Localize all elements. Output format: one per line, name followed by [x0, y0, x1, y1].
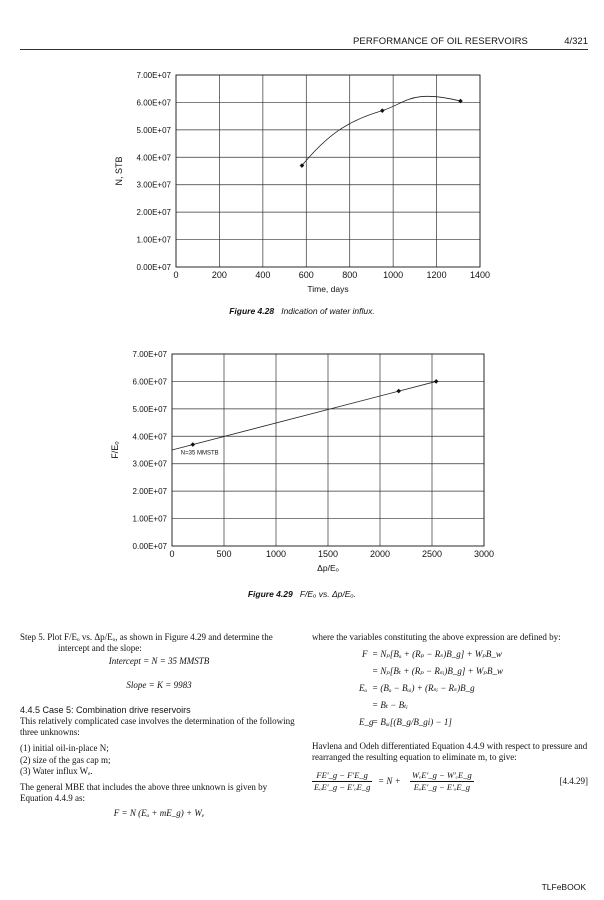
- figure-4-28-chart: [100, 64, 500, 304]
- slope-equation: Slope = K = 9983: [126, 679, 192, 690]
- eq-Eo-lhs: Eₒ: [359, 683, 368, 694]
- y-tick-label: 7.00E+07: [132, 350, 167, 359]
- eq429-numerator-1: FE′_g − F′E_g: [312, 770, 372, 782]
- y-tick-label: 5.00E+07: [136, 125, 171, 135]
- intercept-equation: Intercept = N = 35 MMSTB: [108, 656, 210, 667]
- x-tick-label: 2500: [421, 549, 443, 559]
- step5-label: Step 5.: [20, 632, 46, 642]
- eq-Eg-lhs: E_g: [359, 717, 374, 728]
- definitions-intro: where the variables constituting the above expression are defined by:: [312, 632, 561, 642]
- x-tick-label: 1500: [317, 549, 339, 559]
- eq-Eg-rhs: = Bₒᵢ[(B_g/B_gi) − 1]: [372, 717, 452, 728]
- y-tick-label: 0.00E+07: [136, 263, 171, 272]
- figure-4-28-caption-text: Indication of water influx.: [281, 306, 375, 316]
- mbe-equation: F = N (Eₒ + mE_g) + Wₑ: [113, 808, 205, 819]
- y-tick-label: 0.00E+07: [132, 542, 167, 551]
- x-tick-label: 800: [342, 270, 358, 280]
- definition-equations: [312, 649, 588, 729]
- intercept-annotation: N=35 MMSTB: [180, 450, 219, 457]
- step5-text: Plot F/Eₒ vs. Δp/Eₒ, as shown in Figure 4.29 and determine the intercept and the slope:: [47, 632, 273, 654]
- section-heading: 4.4.5 Case 5: Combination drive reservoirs: [20, 704, 191, 715]
- step5-paragraph: [20, 632, 298, 654]
- y-tick-label: 4.00E+07: [132, 432, 167, 442]
- data-point-marker: [380, 108, 385, 113]
- eq429-numerator-2: WₑE′_g − W′ₑE_g: [412, 769, 472, 780]
- x-axis-label: Time, days: [307, 284, 349, 294]
- data-point-marker: [396, 389, 401, 394]
- eq-Eo-rhs-1: = (Bₒ − Bₒᵢ) + (Rₛᵢ − Rₛ)B_g: [372, 683, 475, 694]
- data-point-marker: [434, 379, 439, 384]
- x-tick-label: 500: [216, 549, 232, 559]
- x-tick-label: 2000: [369, 549, 391, 559]
- fit-line: [172, 381, 436, 450]
- left-column: [20, 632, 298, 820]
- figure-4-28-label: Figure 4.28: [229, 306, 275, 316]
- y-tick-label: 4.00E+07: [136, 153, 171, 163]
- eq429-number: [4.4.29]: [559, 775, 588, 786]
- x-tick-label: 1000: [383, 270, 404, 280]
- y-tick-label: 2.00E+07: [136, 208, 171, 218]
- x-tick-label: 1000: [265, 549, 287, 559]
- figure-4-29-chart: [100, 344, 510, 584]
- x-tick-label: 1400: [469, 270, 491, 280]
- figure-4-29-label: Figure 4.29: [247, 589, 293, 599]
- y-tick-label: 2.00E+07: [132, 487, 167, 497]
- eq429-denominator-1: EₒE′_g − E′ₒE_g: [314, 781, 371, 792]
- y-tick-label: 1.00E+07: [132, 514, 167, 524]
- eq-F-lhs: F: [362, 649, 368, 660]
- unknown-item-3: (3) Water influx Wₑ.: [20, 765, 93, 776]
- figure-4-29-caption: [0, 589, 604, 599]
- havlena-odeh-text: Havlena and Odeh differentiated Equation 4.4.9 with respect to pressure and rearranged the resulting equation to eliminate m, to give:: [312, 741, 588, 763]
- y-tick-label: 1.00E+07: [136, 235, 171, 245]
- mbe-intro: The general MBE that includes the above three unknown is given by Equation 4.4.9 as:: [20, 782, 268, 804]
- x-tick-label: 0: [173, 270, 179, 280]
- eq429-denominator-2: EₒE′_g − E′ₒE_g: [413, 781, 471, 792]
- y-tick-label: 6.00E+07: [136, 98, 171, 108]
- x-tick-label: 3000: [473, 549, 495, 559]
- right-column: [312, 632, 588, 800]
- eq429-fraction-2: [410, 770, 474, 793]
- eq-Eo-rhs-2: = Bₜ − Bₜᵢ: [372, 700, 408, 711]
- x-axis-label: Δp/Eₒ: [317, 563, 339, 573]
- x-tick-label: 1200: [426, 270, 447, 280]
- eq-F-rhs-1: = Nₚ[Bₒ + (Rₚ − Rₛ)B_g] + WₚB_w: [372, 649, 502, 660]
- data-point-marker: [191, 442, 196, 447]
- eq-F-rhs-2: = Nₚ[Bₜ + (Rₚ − Rₛᵢ)B_g] + WₚB_w: [372, 666, 504, 677]
- header-rule: [20, 49, 588, 50]
- y-tick-label: 7.00E+07: [136, 71, 171, 80]
- figure-4-29-caption-text: F/Eₒ vs. Δp/Eₒ.: [299, 589, 357, 599]
- y-tick-label: 3.00E+07: [132, 459, 167, 469]
- y-tick-label: 6.00E+07: [132, 377, 167, 387]
- running-header: [20, 36, 588, 48]
- x-tick-label: 200: [211, 270, 227, 280]
- eq429-fraction-1: [312, 770, 372, 793]
- y-tick-label: 5.00E+07: [132, 404, 167, 414]
- y-tick-label: 3.00E+07: [136, 180, 171, 190]
- y-axis-label: F/Eₒ: [110, 441, 120, 459]
- page-number: 4/321: [564, 36, 588, 47]
- unknown-item-2: (2) size of the gas cap m;: [20, 754, 111, 765]
- x-tick-label: 600: [298, 270, 314, 280]
- unknown-item-1: (1) initial oil-in-place N;: [20, 743, 109, 754]
- footer-brand: TLFeBOOK: [541, 882, 586, 892]
- y-axis-label: N, STB: [114, 156, 124, 186]
- equation-4-4-29: [312, 770, 588, 800]
- x-tick-label: 0: [169, 549, 175, 559]
- plot-frame: [176, 75, 480, 267]
- figure-4-28-caption: [0, 306, 604, 316]
- section-text: This relatively complicated case involves the determination of the following three unknowns:: [20, 716, 295, 738]
- running-title: PERFORMANCE OF OIL RESERVOIRS: [353, 36, 528, 47]
- eq429-middle: = N +: [378, 775, 401, 786]
- x-tick-label: 400: [255, 270, 271, 280]
